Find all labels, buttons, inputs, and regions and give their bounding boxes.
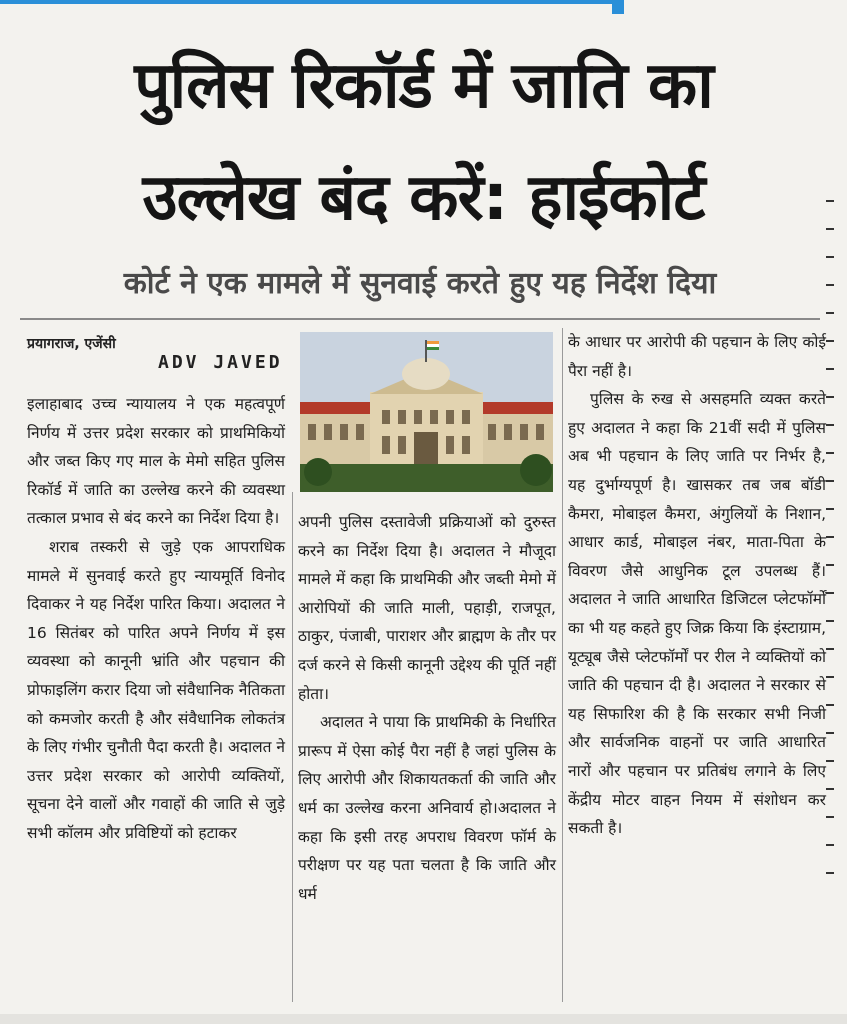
top-accent-rule	[0, 0, 612, 4]
dateline: प्रयागराज, एजेंसी	[27, 336, 116, 352]
headline-line-1: पुलिस रिकॉर्ड में जाति का	[134, 49, 713, 123]
subheadline-divider	[20, 318, 820, 320]
bottom-page-edge	[0, 1014, 847, 1024]
subheadline: कोर्ट ने एक मामले में सुनवाई करते हुए यह निर्देश दिया	[123, 266, 717, 301]
column-divider-2	[562, 328, 563, 1002]
headline-line-2: उल्लेख बंद करें: हाईकोर्ट	[142, 161, 705, 235]
column-1-paragraph-1: इलाहाबाद उच्च न्यायालय ने एक महत्वपूर्ण निर्णय में उत्तर प्रदेश सरकार को प्राथमिकियों और जब्त किए गए माल के मेमो सहित पुलिस रिकॉर्ड में जाति का उल्लेख करने की व्यवस्था तत्काल प्रभाव से बंद करने का निर्देश दिया है।	[27, 395, 285, 528]
high-court-photo	[300, 332, 553, 492]
watermark: ADV JAVED	[158, 352, 283, 373]
column-3-paragraph-2: पुलिस के रुख से असहमति व्यक्त करते हुए अदालत ने कहा कि 21वीं सदी में पुलिस अब भी पहचान के लिए जाति पर निर्भर है, यह दुर्भाग्यपूर्ण है। खासकर तब जब बॉडी कैमरा, मोबाइल कैमरा, अंगुलियों के निशान, आधार कार्ड, मोबाइल नंबर, माता-पिता के विवरण जैसे आधुनिक टूल उपलब्ध हैं। अदालत ने जाति आधारित डिजिटल प्लेटफॉर्मों का भी यह कहते हुए जिक्र किया कि इंस्टाग्राम, यूट्यूब जैसे प्लेटफॉर्मों पर रील ने व्यक्तियों को जाति की पहचान दी है। अदालत ने सरकार से यह सिफारिश की है कि सरकार सभी निजी और सार्वजनिक वाहनों पर जाति आधारित नारों और पहचान पर प्रतिबंध लगाने के लिए केंद्रीय मोटर वाहन नियम में संशोधन कर सकती है।	[568, 390, 826, 838]
top-accent-rule-cap	[612, 0, 624, 14]
column-2-paragraph-1: अपनी पुलिस दस्तावेजी प्रक्रियाओं को दुरुस्त करने का निर्देश दिया है। अदालत ने मौजूदा मामले में कहा कि प्राथमिकी और जब्ती मेमो में आरोपियों की जाति माली, पहाड़ी, राजपूत, ठाकुर, पंजाबी, पाराशर और ब्राह्मण के तौर पर दर्ज करने से किसी कानूनी उद्देश्य की पूर्ति नहीं होता।	[298, 513, 556, 703]
article-column-1	[27, 390, 285, 848]
article-column-3	[568, 328, 826, 843]
article-column-2	[298, 508, 556, 908]
column-2-paragraph-2: अदालत ने पाया कि प्राथमिकी के निर्धारित प्रारूप में ऐसा कोई पैरा नहीं है जहां पुलिस के लिए आरोपी और शिकायतकर्ता की जाति और धर्म का उल्लेख करना अनिवार्य हो।अदालत ने कहा कि इसी तरह अपराध विवरण फॉर्म के परीक्षण पर यह पता चलता है कि जाति और धर्म	[298, 713, 556, 903]
high-court-building-illustration	[300, 332, 553, 492]
adjacent-column-edge	[826, 200, 838, 960]
column-divider-1	[292, 492, 293, 1002]
column-1-paragraph-2: शराब तस्करी से जुड़े एक आपराधिक मामले में सुनवाई करते हुए न्यायमूर्ति विनोद दिवाकर ने यह निर्देश पारित किया। अदालत ने 16 सितंबर को पारित अपने निर्णय में इस व्यवस्था को कानूनी भ्रांति और पहचान की प्रोफाइलिंग करार दिया जो संवैधानिक नैतिकता को कमजोर करती है और संवैधानिक लोकतंत्र के लिए गंभीर चुनौती पैदा करती है। अदालत ने उत्तर प्रदेश सरकार को आरोपी व्यक्तियों, सूचना देने वालों और गवाहों की जाति से जुड़े सभी कॉलम और प्रविष्टियों को हटाकर	[27, 537, 285, 842]
column-3-paragraph-1: के आधार पर आरोपी की पहचान के लिए कोई पैरा नहीं है।	[568, 333, 826, 380]
